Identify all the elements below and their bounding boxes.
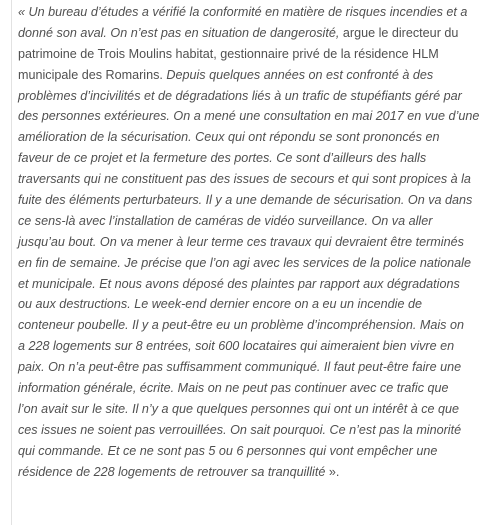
attribution-text: patrimoine de Trois Moulins habitat, gestionnaire privé de la résidence HLM bbox=[18, 46, 439, 61]
quote-line bbox=[18, 211, 493, 232]
quote-text-italic: résidence de 228 logements de retrouver sa tranquillité bbox=[18, 464, 326, 479]
quote-line bbox=[18, 190, 493, 211]
quote-line bbox=[18, 86, 493, 107]
quote-line bbox=[18, 169, 493, 190]
quote-text-italic: en fin de semaine. Je précise que l’on agi avec les services de la police nationale bbox=[18, 255, 471, 270]
attribution-text: argue le directeur du bbox=[339, 25, 459, 40]
quote-line bbox=[18, 274, 493, 295]
quote-text-italic: jusqu’au bout. On va mener à leur terme ces travaux qui devraient être terminés bbox=[18, 234, 464, 249]
quote-text-italic: ce sens-là avec l’installation de caméras de vidéo surveillance. On va aller bbox=[18, 213, 433, 228]
quote-text-italic: fuite des éléments perturbateurs. Il y a une demande de sécurisation. On va dans bbox=[18, 193, 473, 208]
quote-text-italic: traversants qui ne constituent pas des issues de secours et qui sont propices à la bbox=[18, 172, 471, 187]
attribution-text: municipale des Romarins. bbox=[18, 67, 163, 82]
quote-text-italic: Depuis quelques années on est confronté à des bbox=[162, 67, 434, 82]
quote-line bbox=[18, 232, 493, 253]
quote-text-italic: ou aux destructions. Le week-end dernier encore on a eu un incendie de bbox=[18, 297, 422, 312]
quote-text-italic: conteneur poubelle. Il y a peut-être eu un problème d’incompréhension. Mais on bbox=[18, 318, 464, 333]
quote-line bbox=[18, 253, 493, 274]
quote-text-italic: des personnes extérieures. On a mené une consultation en mai 2017 en vue d’une bbox=[18, 109, 480, 124]
quote-text-italic: problèmes d’incivilités et de dégradations liés à un trafic de stupéfiants géré par bbox=[18, 88, 462, 103]
quote-text-italic: qui commande. Et ce ne sont pas 5 ou 6 personnes qui vont empêcher une bbox=[18, 443, 438, 458]
quote-text-italic: paix. On n’a peut-être pas suffisamment communiqué. Il faut peut-être faire une bbox=[18, 360, 462, 375]
quote-line bbox=[18, 420, 493, 441]
quote-line bbox=[18, 65, 493, 86]
quote-text-italic: faveur de ce projet et la fermeture des portes. Ce sont d’ailleurs des halls bbox=[18, 151, 427, 166]
quote-line bbox=[18, 106, 493, 127]
attribution-text: ». bbox=[325, 464, 340, 479]
quote-text-italic: a 228 logements sur 8 entrées, soit 600 locataires qui aimeraient bien vivre en bbox=[18, 339, 455, 354]
quote-text-italic: l’on avait sur le site. Il n’y a que quelques personnes qui ont un intérêt à ce que bbox=[18, 401, 460, 416]
quote-line bbox=[18, 357, 493, 378]
quote-line bbox=[18, 127, 493, 148]
quote-line bbox=[18, 148, 493, 169]
quote-line bbox=[18, 294, 493, 315]
quote-line bbox=[18, 2, 493, 23]
quote-block bbox=[11, 0, 497, 525]
quote-line bbox=[18, 44, 493, 65]
quote-text-italic: amélioration de la sécurisation. Ceux qui ont répondu se sont prononcés en bbox=[18, 130, 440, 145]
quote-text-italic: et municipale. Et nous avons déposé des plaintes par rapport aux dégradations bbox=[18, 276, 460, 291]
quote-line bbox=[18, 336, 493, 357]
quote-line bbox=[18, 399, 493, 420]
quote-text-italic: donné son aval. On n’est pas en situation de dangerosité, bbox=[18, 25, 340, 40]
quote-line bbox=[18, 315, 493, 336]
quote-line bbox=[18, 378, 493, 399]
quote-line bbox=[18, 462, 493, 483]
quote-line bbox=[18, 23, 493, 44]
quote-text-italic: information générale, écrite. Mais on ne peut pas continuer avec ce trafic que bbox=[18, 381, 449, 396]
quote-text-italic: ces issues ne soient pas verrouillées. On sait pourquoi. Ce n’est pas la minorité bbox=[18, 422, 462, 437]
quote-text-italic: « Un bureau d’études a vérifié la conformité en matière de risques incendies et a bbox=[18, 5, 468, 19]
quote-line bbox=[18, 441, 493, 462]
